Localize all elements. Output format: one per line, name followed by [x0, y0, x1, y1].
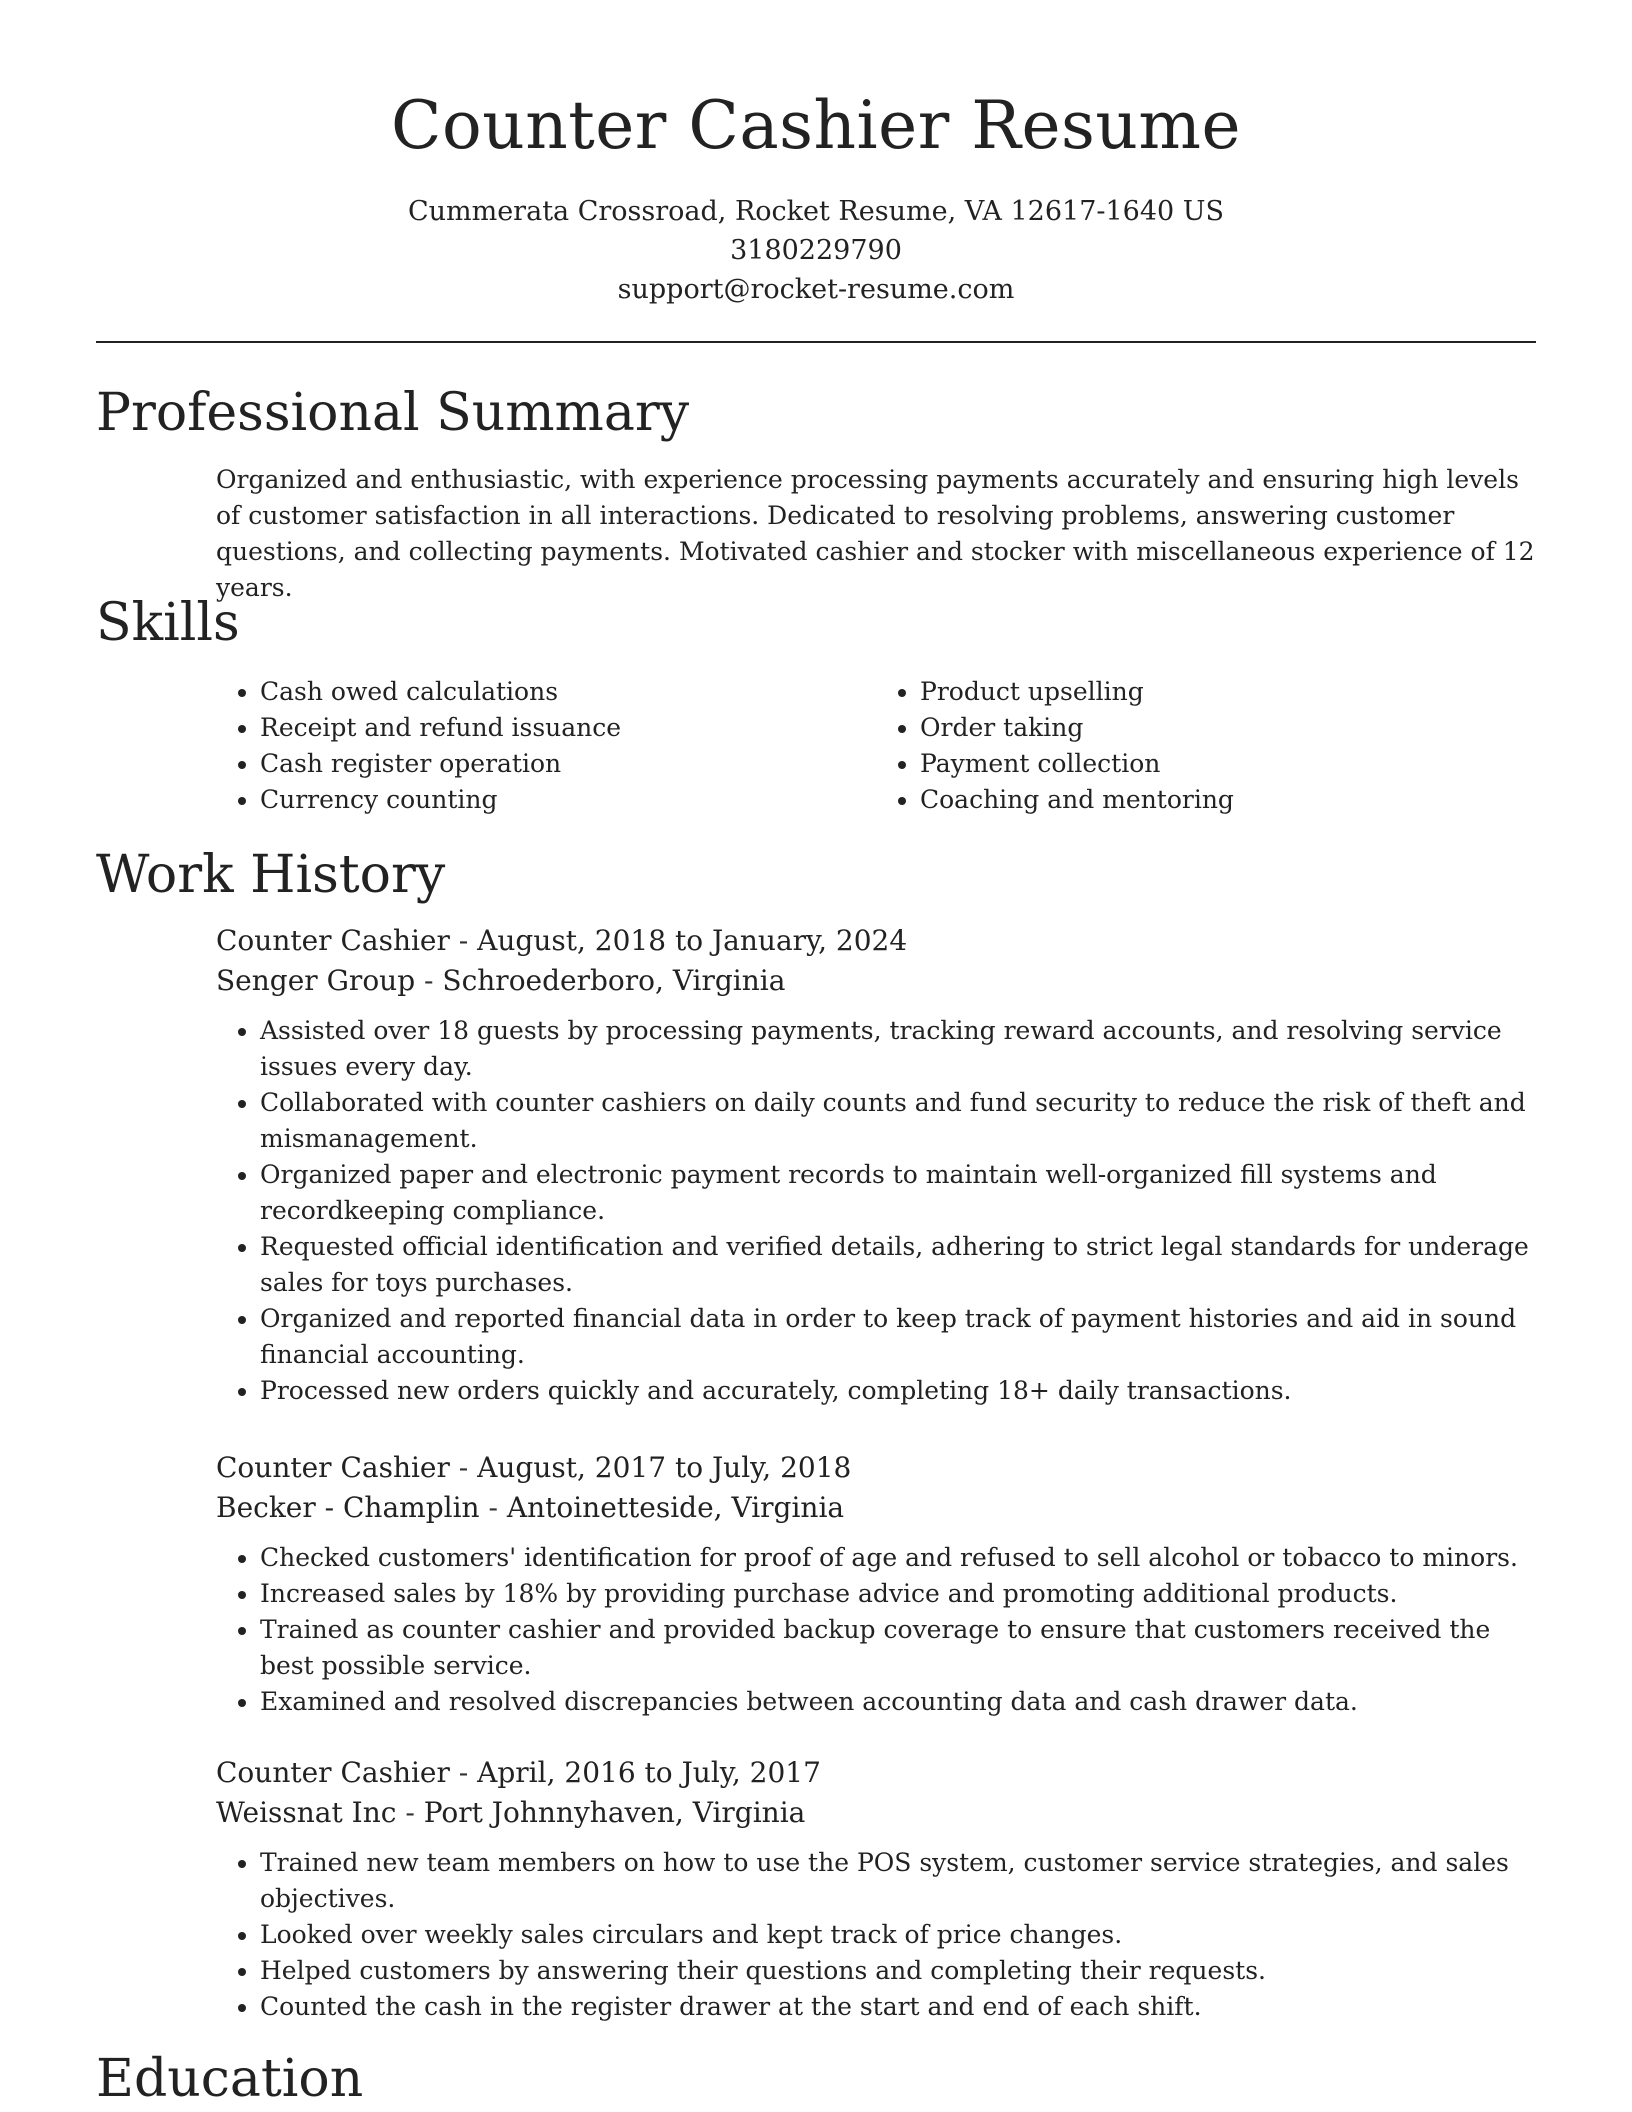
job-company-line: Senger Group - Schroederboro, Virginia	[216, 964, 786, 997]
job-bullet: • Assisted over 18 guests by processing payments, tracking reward accounts, and resolving service issues every day.	[260, 1013, 1536, 1085]
job-bullets	[216, 1540, 1536, 1720]
job-bullet: • Helped customers by answering their questions and completing their requests.	[260, 1953, 1536, 1989]
job-company: Weissnat Inc	[216, 1796, 397, 1829]
job-bullet: • Trained new team members on how to use the POS system, customer service strategies, and sales objectives.	[260, 1845, 1536, 1917]
job-bullet: • Counted the cash in the register drawer at the start and end of each shift.	[260, 1989, 1536, 2025]
job-bullet: • Increased sales by 18% by providing purchase advice and promoting additional products.	[260, 1576, 1536, 1612]
education-heading: Education	[96, 2049, 364, 2109]
skills-column-right	[876, 674, 1536, 818]
skill-item: • Coaching and mentoring	[920, 782, 1536, 818]
job-dates: August, 2018 to January, 2024	[477, 924, 908, 957]
job-bullet: • Collaborated with counter cashiers on daily counts and fund security to reduce the risk of theft and mismanagement.	[260, 1085, 1536, 1157]
skill-item: • Cash owed calculations	[260, 674, 876, 710]
work-history-heading: Work History	[96, 845, 446, 905]
skill-item: • Receipt and refund issuance	[260, 710, 876, 746]
summary-text: Organized and enthusiastic, with experience processing payments accurately and ensuring high levels of customer satisfaction in all interactions. Dedicated to resolving problems, answering customer questions, and collecting payments. Motivated cashier and stocker with miscellaneous experience of 12 years.	[216, 465, 1535, 602]
job-title-line: Counter Cashier - August, 2018 to January, 2024	[216, 924, 908, 957]
job-location: Antoinetteside, Virginia	[506, 1491, 845, 1524]
job-bullets	[216, 1013, 1536, 1409]
header-divider	[96, 341, 1536, 343]
job-bullet: • Trained as counter cashier and provided backup coverage to ensure that customers received the best possible service.	[260, 1612, 1536, 1684]
job-bullet: • Checked customers' identification for proof of age and refused to sell alcohol or tobacco to minors.	[260, 1540, 1536, 1576]
job-title: Counter Cashier	[216, 1451, 450, 1484]
skill-item: • Order taking	[920, 710, 1536, 746]
job-dates: August, 2017 to July, 2018	[477, 1451, 852, 1484]
job-company-line: Weissnat Inc - Port Johnnyhaven, Virginia	[216, 1796, 806, 1829]
resume-header	[96, 84, 1536, 309]
job-title: Counter Cashier	[216, 1756, 450, 1789]
job-bullets	[216, 1845, 1536, 2025]
job-title: Counter Cashier	[216, 924, 450, 957]
job-location: Schroederboro, Virginia	[442, 964, 786, 997]
summary-heading: Professional Summary	[96, 383, 690, 443]
job-bullet: • Processed new orders quickly and accurately, completing 18+ daily transactions.	[260, 1373, 1536, 1409]
skill-item: • Product upselling	[920, 674, 1536, 710]
job-bullet: • Looked over weekly sales circulars and kept track of price changes.	[260, 1917, 1536, 1953]
job-company: Senger Group	[216, 964, 416, 997]
skill-item: • Cash register operation	[260, 746, 876, 782]
job-entry	[216, 1753, 1536, 2025]
contact-email: support@rocket-resume.com	[617, 274, 1015, 305]
resume-title: Counter Cashier Resume	[390, 87, 1242, 164]
job-location: Port Johnnyhaven, Virginia	[423, 1796, 806, 1829]
skills-column-left	[216, 674, 876, 818]
job-bullet: • Examined and resolved discrepancies between accounting data and cash drawer data.	[260, 1684, 1536, 1720]
job-entry	[216, 921, 1536, 1409]
skills-heading: Skills	[96, 593, 240, 653]
contact-address: Cummerata Crossroad, Rocket Resume, VA 12617-1640 US	[407, 196, 1225, 227]
job-entry	[216, 1448, 1536, 1720]
job-bullet: • Requested official identification and verified details, adhering to strict legal standards for underage sales for toys purchases.	[260, 1229, 1536, 1301]
job-bullet: • Organized and reported financial data in order to keep track of payment histories and aid in sound financial accounting.	[260, 1301, 1536, 1373]
skill-item: • Currency counting	[260, 782, 876, 818]
skills-list	[216, 674, 1536, 818]
job-company: Becker - Champlin	[216, 1491, 480, 1524]
job-bullet: • Organized paper and electronic payment records to maintain well-organized fill systems and recordkeeping compliance.	[260, 1157, 1536, 1229]
job-title-line: Counter Cashier - April, 2016 to July, 2017	[216, 1756, 821, 1789]
job-dates: April, 2016 to July, 2017	[477, 1756, 821, 1789]
job-title-line: Counter Cashier - August, 2017 to July, 2018	[216, 1451, 852, 1484]
contact-phone: 3180229790	[730, 235, 902, 266]
job-company-line: Becker - Champlin - Antoinetteside, Virginia	[216, 1491, 845, 1524]
skill-item: • Payment collection	[920, 746, 1536, 782]
